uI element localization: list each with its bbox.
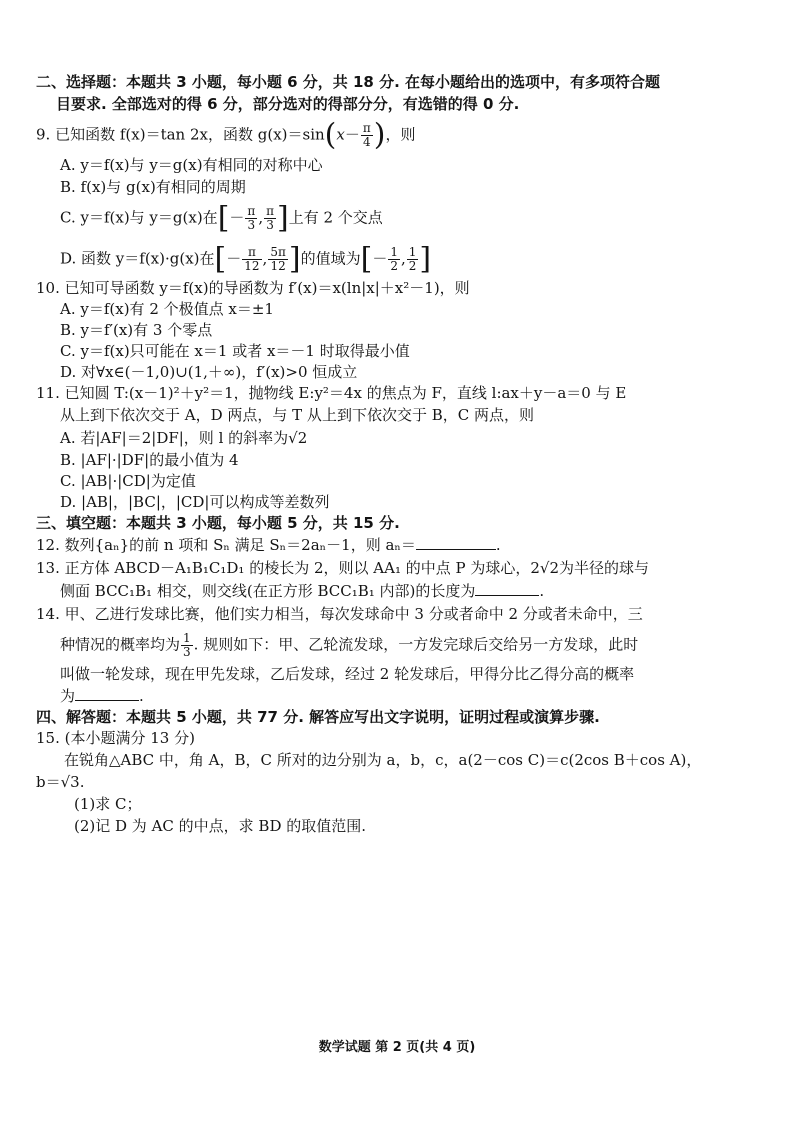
q9-d-frac2: $\frac{5\pi}{12}$	[270, 245, 286, 273]
section4-header: 四、解答题：本题共 5 小题，共 77 分. 解答应写出文字说明，证明过程或演算步骤.	[36, 708, 600, 726]
q15-part1: (1)求 C；	[74, 795, 142, 813]
q9-d-frac3: $\frac{1}{2}$	[390, 245, 398, 273]
page-footer: 数学试题 第 2 页(共 4 页)	[318, 1040, 476, 1055]
q9-option-d-mid: 的值域为	[300, 249, 361, 268]
q14-line4-text: 为	[60, 687, 76, 705]
q9-d-frac1: $\frac{\pi}{12}$	[244, 245, 260, 273]
q14-line2	[60, 632, 638, 659]
q9-c-frac2: $\frac{\pi}{3}$	[266, 204, 274, 232]
q15-part2: (2)记 D 为 AC 的中点，求 BD 的取值范围.	[74, 817, 367, 835]
q15-line2: b＝√3.	[36, 773, 85, 791]
q14-line2-text: 种情况的概率均为	[60, 635, 181, 654]
q11-option-a: A. 若|AF|＝2|DF|，则 l 的斜率为√2	[60, 429, 308, 447]
q11-option-b: B. |AF|·|DF|的最小值为 4	[60, 451, 239, 469]
q9-stem: 9. 已知函数 f(x)＝tan 2x，函数 g(x)＝sin(x－ $\frac{\pi}{4}$ )，则	[36, 117, 416, 153]
q12-stem-text: 12. 数列{aₙ}的前 n 项和 Sₙ 满足 Sₙ＝2aₙ－1，则 aₙ＝	[36, 536, 416, 554]
q10-stem: 10. 已知可导函数 y＝f(x)的导函数为 f′(x)＝x(ln|x|＋x²－1)，则	[36, 279, 470, 297]
section2-header-line2: 目要求. 全部选对的得 6 分，部分选对的得部分分，有选错的得 0 分.	[56, 95, 520, 113]
q9-option-d-text: D. 函数 y＝f(x)·g(x)在	[60, 249, 215, 268]
q12-stem-tail: .	[495, 536, 501, 554]
q9-stem-text: 9. 已知函数 f(x)＝tan 2x，函数 g(x)＝sin	[36, 125, 325, 144]
q14-line4-tail: .	[139, 687, 144, 705]
q9-frac-den: 4	[362, 135, 371, 149]
q9-d-frac4: $\frac{1}{2}$	[408, 245, 417, 273]
q9-option-c-text: C. y＝f(x)与 y＝g(x)在	[60, 208, 218, 227]
section2-header-line1: 二、选择题：本题共 3 小题，每小题 6 分，共 18 分. 在每小题给出的选项中，有多项符合题	[36, 73, 661, 91]
q14-line4	[60, 686, 144, 706]
q10-option-c: C. y＝f(x)只可能在 x＝1 或者 x＝－1 时取得最小值	[60, 342, 410, 360]
q14-fraction	[181, 632, 193, 659]
q13-line2-text: 侧面 BCC₁B₁ 相交，则交线(在正方形 BCC₁B₁ 内部)的长度为	[60, 582, 476, 600]
q13-answer-blank[interactable]	[475, 581, 539, 596]
q14-answer-blank[interactable]	[75, 686, 139, 701]
q9-frac-num: π	[362, 121, 371, 135]
q12-answer-blank[interactable]	[416, 535, 496, 550]
q11-stem-line1: 11. 已知圆 T:(x－1)²＋y²＝1，抛物线 E:y²＝4x 的焦点为 F，直线 l:ax＋y－a＝0 与 E	[36, 384, 627, 402]
q11-stem-line2: 从上到下依次交于 A，D 两点，与 T 从上到下依次交于 B，C 两点，则	[60, 406, 534, 424]
q9-option-b: B. f(x)与 g(x)有相同的周期	[60, 178, 246, 196]
q13-line2	[60, 581, 544, 601]
q14-frac-num: 1	[183, 631, 191, 645]
q9-stem-fraction	[361, 122, 373, 149]
q9-option-d: D. 函数 y＝f(x)·g(x)在[－ $\frac{\pi}{12}$ , $\frac{5\pi}{12}$ ]的值域为[－ $\frac{1}{2}$ , $\frac{1}{2}$ ]	[60, 241, 432, 277]
q12-stem	[36, 535, 501, 555]
q15-title: 15. (本小题满分 13 分)	[36, 729, 195, 747]
section3-header: 三、填空题：本题共 3 小题，每小题 5 分，共 15 分.	[36, 514, 400, 532]
q13-line2-tail: .	[539, 582, 545, 600]
q10-option-a: A. y＝f(x)有 2 个极值点 x＝±1	[60, 300, 274, 318]
q10-option-b: B. y＝f′(x)有 3 个零点	[60, 321, 213, 339]
q11-option-c: C. |AB|·|CD|为定值	[60, 472, 196, 490]
q9-option-c-tail: 上有 2 个交点	[288, 208, 383, 227]
q14-frac-den: 3	[183, 645, 191, 659]
q9-option-a: A. y＝f(x)与 y＝g(x)有相同的对称中心	[60, 156, 323, 174]
q14-line1: 14. 甲、乙进行发球比赛，他们实力相当，每次发球命中 3 分或者命中 2 分或者未命中，三	[36, 605, 643, 623]
q13-line1: 13. 正方体 ABCD－A₁B₁C₁D₁ 的棱长为 2，则以 AA₁ 的中点 P 为球心，2√2为半径的球与	[36, 559, 650, 577]
q9-c-frac1: $\frac{\pi}{3}$	[247, 204, 256, 232]
q9-stem-tail: ，则	[385, 125, 416, 144]
q9-option-c: C. y＝f(x)与 y＝g(x)在[－ $\frac{\pi}{3}$ , $\frac{\pi}{3}$ ]上有 2 个交点	[60, 200, 383, 236]
q14-line3: 叫做一轮发球，现在甲先发球，乙后发球，经过 2 轮发球后，甲得分比乙得分高的概率	[60, 665, 635, 683]
q11-option-d: D. |AB|，|BC|，|CD|可以构成等差数列	[60, 493, 330, 511]
q14-line2-tail: . 规则如下：甲、乙轮流发球，一方发完球后交给另一方发球，此时	[193, 635, 639, 654]
q15-line1: 在锐角△ABC 中，角 A，B，C 所对的边分别为 a，b，c，a(2－cos C)＝c(2cos B＋cos A)，	[64, 751, 702, 769]
q10-option-d: D. 对∀x∈(－1,0)∪(1,＋∞)，f′(x)>0 恒成立	[60, 363, 358, 381]
